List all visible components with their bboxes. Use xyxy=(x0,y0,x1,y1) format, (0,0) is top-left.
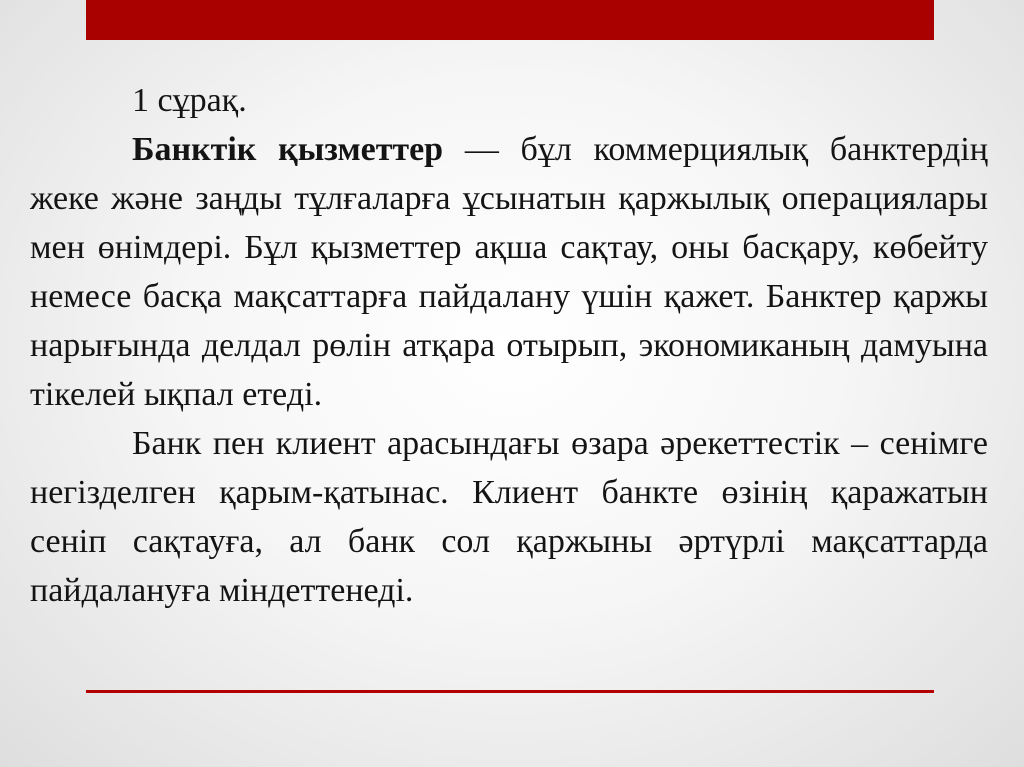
term-banking-services: Банктік қызметтер xyxy=(132,131,444,168)
definition-text: — бұл коммерциялық банктердің жеке және заңды тұлғаларға ұсынатын қаржылық операциялары мен өнімдері. Бұл қызметтер ақша сақтау, оны басқару, көбейту немесе басқа мақсаттарға пайдалану үшін қажет. Банктер қаржы нарығында делдал рөлін атқара отырып, экономиканың дамуына тікелей ықпал етеді. xyxy=(30,131,988,413)
paragraph-relationship: Банк пен клиент арасындағы өзара әрекеттестік – сенімге негізделген қарым-қатынас. Клиент банкте өзінің қаражатын сеніп сақтауға, ал банк сол қаржыны әртүрлі мақсаттарда пайдалануға міндеттенеді. xyxy=(30,425,988,609)
slide-body xyxy=(30,76,988,615)
paragraph-definition xyxy=(30,125,988,419)
question-heading: 1 сұрақ. xyxy=(132,82,247,119)
top-accent-bar xyxy=(86,0,934,40)
bottom-divider xyxy=(86,690,934,693)
